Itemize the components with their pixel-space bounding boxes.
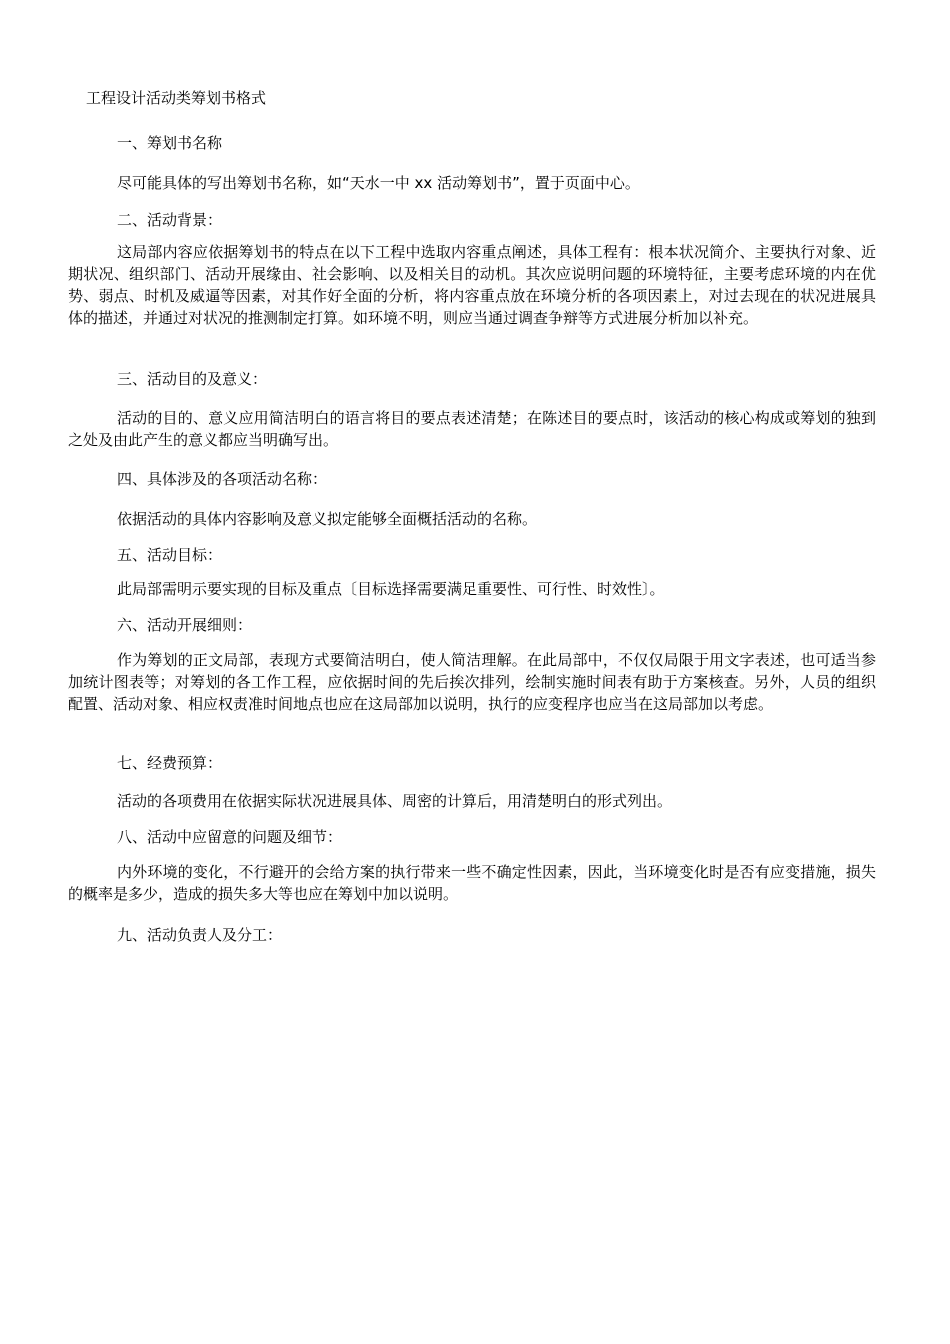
section-body-3: 活动的目的、意义应用简洁明白的语言将目的要点表述清楚；在陈述目的要点时，该活动的核心构成或筹划的独到之处及由此产生的意义都应当明确写出。 xyxy=(68,409,876,449)
section-body-2: 这局部内容应依据筹划书的特点在以下工程中选取内容重点阐述，具体工程有：根本状况简介、主要执行对象、近期状况、组织部门、活动开展缘由、社会影响、以及相关目的动机。其次应说明问题的环境特征，主要考虑环境的内在优势、弱点、时机及威逼等因素，对其作好全面的分析，将内容重点放在环境分析的各项因素上，对过去现在的状况进展具体的描述，并通过对状况的推测制定打算。如环境不明，则应当通过调查争辩等方式进展分析加以补充。 xyxy=(68,243,876,327)
section-heading-3: 三、活动目的及意义： xyxy=(117,370,268,388)
section-heading-4: 四、具体涉及的各项活动名称： xyxy=(117,470,328,488)
section-heading-2: 二、活动背景： xyxy=(117,211,223,229)
section-body-7: 活动的各项费用在依据实际状况进展具体、周密的计算后，用清楚明白的形式列出。 xyxy=(117,792,673,810)
section-heading-6: 六、活动开展细则： xyxy=(117,616,253,634)
section-heading-8: 八、活动中应留意的问题及细节： xyxy=(117,828,343,846)
section-heading-7: 七、经费预算： xyxy=(117,754,223,772)
section-body-5: 此局部需明示要实现的目标及重点〔目标选择需要满足重要性、可行性、时效性〕。 xyxy=(117,580,665,598)
section-heading-9: 九、活动负责人及分工： xyxy=(117,926,283,944)
section-body-8: 内外环境的变化，不行避开的会给方案的执行带来一些不确定性因素，因此，当环境变化时是否有应变措施，损失的概率是多少，造成的损失多大等也应在筹划中加以说明。 xyxy=(68,863,876,903)
section-heading-5: 五、活动目标： xyxy=(117,546,223,564)
section-body-6: 作为筹划的正文局部，表现方式要简洁明白，使人简洁理解。在此局部中，不仅仅局限于用文字表述，也可适当参加统计图表等；对筹划的各工作工程，应依据时间的先后挨次排列，绘制实施时间表有助于方案核查。另外，人员的组织配置、活动对象、相应权责准时间地点也应在这局部加以说明，执行的应变程序也应当在这局部加以考虑。 xyxy=(68,651,876,713)
document-title: 工程设计活动类筹划书格式 xyxy=(86,89,267,107)
section-heading-1: 一、筹划书名称 xyxy=(117,134,223,152)
section-body-1: 尽可能具体的写出筹划书名称，如“天水一中 xx 活动筹划书”，置于页面中心。 xyxy=(117,174,640,192)
section-body-4: 依据活动的具体内容影响及意义拟定能够全面概括活动的名称。 xyxy=(117,510,538,528)
